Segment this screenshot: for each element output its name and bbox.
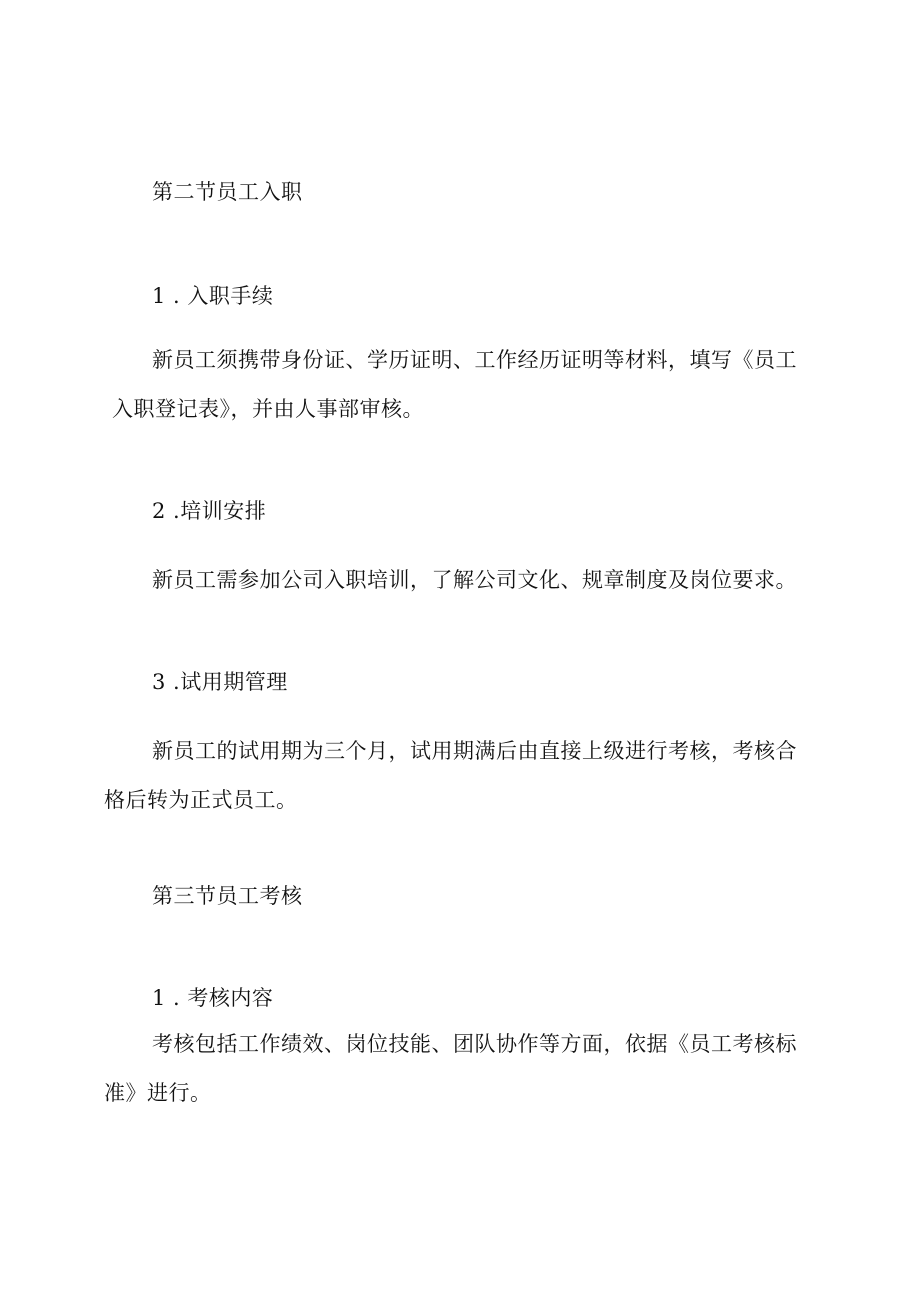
paragraph-line: 准》进行。 bbox=[104, 1081, 212, 1105]
item-title-training-arrangement: 2 .培训安排 bbox=[152, 499, 267, 523]
item-title-assessment-content: 1 . 考核内容 bbox=[152, 986, 274, 1010]
paragraph-line: 新员工需参加公司入职培训，了解公司文化、规章制度及岗位要求。 bbox=[152, 568, 797, 592]
section-heading-employee-onboarding: 第二节员工入职 bbox=[152, 180, 303, 204]
section-heading-employee-assessment: 第三节员工考核 bbox=[152, 884, 303, 908]
item-title-probation-management: 3 .试用期管理 bbox=[152, 670, 288, 694]
paragraph-line: 新员工的试用期为三个月，试用期满后由直接上级进行考核，考核合 bbox=[152, 739, 797, 763]
paragraph-line: 新员工须携带身份证、学历证明、工作经历证明等材料，填写《员工 bbox=[152, 348, 797, 372]
paragraph-line: 格后转为正式员工。 bbox=[104, 788, 298, 812]
paragraph-line: 考核包括工作绩效、岗位技能、团队协作等方面，依据《员工考核标 bbox=[152, 1032, 797, 1056]
item-title-onboarding-procedures: 1 . 入职手续 bbox=[152, 284, 274, 308]
paragraph-line: 入职登记表》，并由人事部审核。 bbox=[112, 397, 424, 421]
